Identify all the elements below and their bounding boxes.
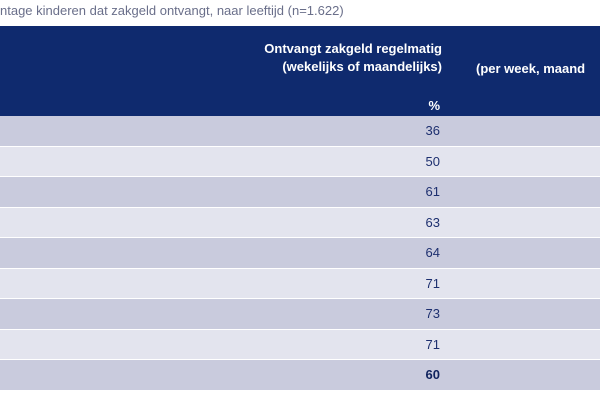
- cell-value: 71: [425, 336, 440, 352]
- table-caption: ntage kinderen dat zakgeld ontvangt, naar leeftijd (n=1.622): [0, 3, 344, 18]
- column-header-period: (per week, maand: [476, 61, 586, 76]
- cell-value: 36: [425, 123, 440, 138]
- cell-value: 63: [425, 214, 440, 230]
- table-row-total: [0, 360, 600, 391]
- column-header-regular-allowance: [264, 40, 442, 76]
- cell-value: 50: [425, 153, 440, 169]
- table-row: [0, 177, 600, 208]
- table-row: [0, 238, 600, 269]
- cell-value: 71: [425, 275, 440, 291]
- cell-value-total: 60: [425, 367, 440, 382]
- cell-value: 73: [425, 306, 440, 321]
- table-row: [0, 330, 600, 361]
- cell-value: 61: [425, 184, 440, 199]
- table-row: [0, 208, 600, 239]
- column-header-line-1: Ontvangt zakgeld regelmatig: [264, 41, 442, 56]
- unit-label: %: [428, 98, 440, 113]
- table-header: [0, 26, 600, 116]
- table-row: [0, 269, 600, 300]
- table-row: [0, 116, 600, 147]
- table-body: [0, 116, 600, 391]
- table-row: [0, 299, 600, 330]
- cell-value: 64: [425, 245, 440, 260]
- column-header-line-2: (wekelijks of maandelijks): [282, 59, 442, 74]
- table-row: [0, 147, 600, 178]
